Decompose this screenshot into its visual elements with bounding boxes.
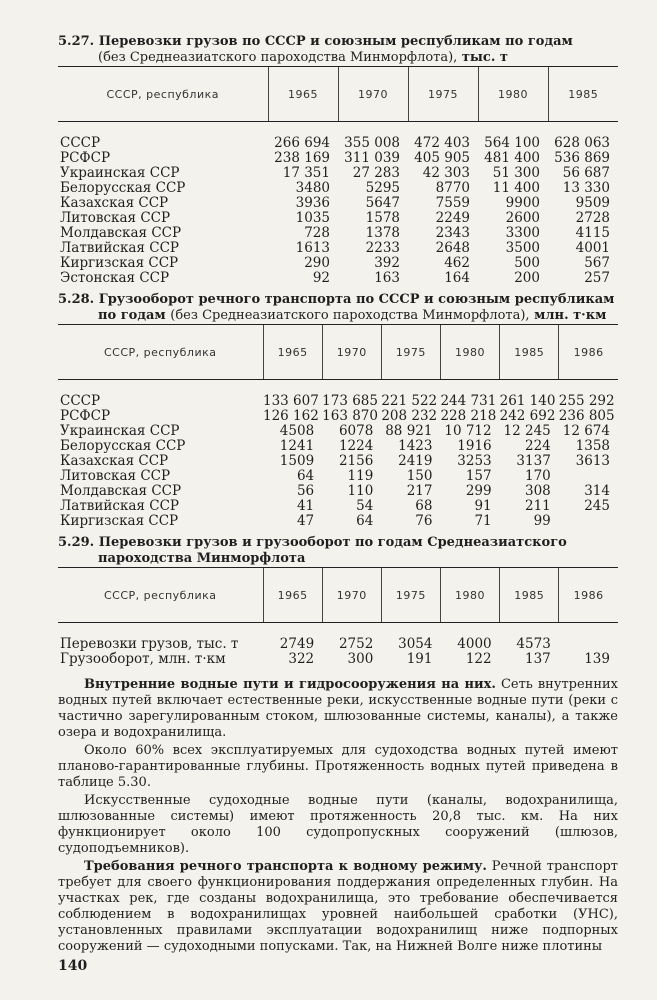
cell: 1224: [338, 438, 374, 454]
table-row: [58, 166, 618, 181]
column-header: 1980: [478, 67, 548, 122]
row-label: Белорусская ССР: [60, 180, 186, 196]
paragraph-heading: Внутренние водные пути и гидросооружения на них.: [84, 677, 496, 692]
table-header-row: [58, 568, 618, 623]
cell: 133 607: [263, 393, 319, 409]
column-header: 1980: [440, 325, 499, 380]
body-text: [58, 677, 618, 955]
row-label: Литовская ССР: [60, 468, 171, 484]
cell: 481 400: [484, 150, 540, 166]
cell: 12 245: [503, 423, 551, 439]
table-unit: тыс. т: [461, 50, 508, 65]
cell: 110: [347, 483, 374, 499]
cell: 64: [356, 513, 374, 529]
cell: [559, 469, 618, 484]
cell: 64: [296, 468, 315, 484]
cell: 173 685: [322, 393, 378, 409]
cell: 567: [584, 255, 610, 271]
cell: 11 400: [492, 180, 540, 196]
column-header: 1975: [381, 325, 440, 380]
cell: 126 162: [263, 408, 319, 424]
cell: 355 008: [344, 135, 400, 151]
table-row: [58, 454, 618, 469]
cell: [559, 623, 618, 653]
cell: 244 731: [440, 393, 497, 409]
cell: 54: [356, 498, 374, 514]
table-number: 5.28.: [58, 292, 95, 307]
table-title-line2: по годам: [98, 308, 166, 323]
column-header: 1970: [322, 325, 381, 380]
table-header-row: [58, 67, 618, 122]
cell: 564 100: [484, 135, 540, 151]
cell: 12 674: [562, 423, 610, 439]
table-row: [58, 652, 618, 667]
row-label: Латвийская ССР: [60, 498, 179, 514]
cell: 4001: [575, 240, 610, 256]
cell: 462: [444, 255, 470, 271]
column-header: СССР, республика: [58, 568, 263, 623]
cell: 3936: [295, 195, 330, 211]
table-row: [58, 439, 618, 454]
paragraph-text: Около 60% всех эксплуатируемых для судоходства водных путей имеют планово-гарантированные глубины. Протяженность водных путей приведена в таблице 5.30.: [58, 743, 618, 790]
row-label: СССР: [60, 135, 101, 151]
row-label: Литовская ССР: [60, 210, 171, 226]
cell: 9900: [505, 195, 540, 211]
table-row: [58, 499, 618, 514]
table-row: [58, 623, 618, 653]
cell: 217: [406, 483, 433, 499]
column-header: 1975: [381, 568, 440, 623]
table-row: [58, 181, 618, 196]
cell: 92: [312, 270, 330, 286]
table-header-row: [58, 325, 618, 380]
table-row: [58, 122, 618, 152]
table-row: [58, 424, 618, 439]
cell: 2728: [575, 210, 610, 226]
cell: 392: [374, 255, 400, 271]
cell: 3613: [575, 453, 610, 469]
cell: 2156: [338, 453, 374, 469]
cell: 1613: [295, 240, 330, 256]
cell: 200: [514, 270, 540, 286]
cell: 41: [296, 498, 315, 514]
paragraph: [58, 677, 618, 741]
cell: 2419: [398, 453, 433, 469]
cell: 4573: [516, 636, 551, 652]
cell: 500: [514, 255, 540, 271]
paragraph-text: Речной транспорт требует для своего функционирования поддержания определенных глубин. На участках рек, где созданы водохранилища, это требование обеспечивается соблюдением в водохранилищах уровней наибольшей сработки (УНС), установленных правилами эксплуатации водохранилищ ниже подпорных сооружений — судоходными попусками. Так, на Нижней Волге ниже плотины: [58, 859, 618, 954]
table-5-27-section: [58, 34, 618, 286]
row-label: Латвийская ССР: [60, 240, 179, 256]
cell: 1509: [279, 453, 315, 469]
cell: 308: [525, 483, 551, 499]
table-subtitle: (без Среднеазиатского пароходства Минморфлота),: [170, 308, 530, 323]
cell: 299: [465, 483, 492, 499]
table-5-29-section: [58, 535, 618, 667]
cell: 76: [415, 513, 433, 529]
paragraph-text: Сеть внутренних водных путей включает естественные реки, искусственные водные пути (реки с частично зарегулированным стоком, шлюзованные системы, каналы), а также озера и водохранилища.: [58, 677, 618, 740]
column-header: 1975: [408, 67, 478, 122]
cell: 2249: [435, 210, 470, 226]
cell: 1035: [295, 210, 330, 226]
column-header: 1985: [500, 568, 559, 623]
cell: 290: [304, 255, 330, 271]
cell: 1423: [398, 438, 433, 454]
column-header: 1985: [500, 325, 559, 380]
table-row: [58, 211, 618, 226]
table-row: [58, 484, 618, 499]
cell: 1916: [457, 438, 492, 454]
column-header: 1986: [559, 325, 618, 380]
cell: 221 522: [381, 393, 438, 409]
row-label: СССР: [60, 393, 101, 409]
column-header: 1965: [268, 67, 338, 122]
table-row: [58, 196, 618, 211]
cell: 137: [525, 651, 551, 667]
table-row: [58, 271, 618, 286]
cell: 170: [525, 468, 551, 484]
cell: 8770: [435, 180, 470, 196]
cell: 163 870: [322, 408, 378, 424]
column-header: 1985: [548, 67, 618, 122]
table-number: 5.29.: [58, 535, 95, 550]
table-unit: млн. т·км: [534, 308, 607, 323]
cell: 56 687: [562, 165, 610, 181]
row-label: РСФСР: [60, 408, 111, 424]
row-label: Молдавская ССР: [60, 483, 182, 499]
cell: 7559: [435, 195, 470, 211]
cell: 266 694: [274, 135, 330, 151]
cell: 238 169: [274, 150, 330, 166]
table-row: [58, 409, 618, 424]
cell: 536 869: [554, 150, 610, 166]
column-header: 1980: [440, 568, 499, 623]
cell: 2648: [435, 240, 470, 256]
cell: 4000: [457, 636, 492, 652]
cell: 3054: [398, 636, 433, 652]
table-title: Перевозки грузов по СССР и союзным республикам по годам: [98, 34, 573, 49]
cell: [559, 514, 618, 529]
table-row: [58, 514, 618, 529]
cell: 261 140: [499, 393, 556, 409]
cell: 164: [444, 270, 470, 286]
cell: 3137: [516, 453, 551, 469]
cell: 42 303: [422, 165, 470, 181]
paragraph: [58, 793, 618, 857]
row-label: Казахская ССР: [60, 195, 169, 211]
cell: 91: [474, 498, 492, 514]
table-number: 5.27.: [58, 34, 95, 49]
table-row: [58, 469, 618, 484]
cell: 300: [347, 651, 374, 667]
table-subtitle: (без Среднеазиатского пароходства Минморфлота),: [98, 50, 458, 65]
column-header: 1965: [263, 568, 322, 623]
cell: 628 063: [554, 135, 610, 151]
cell: 5647: [365, 195, 400, 211]
cell: 2752: [338, 636, 374, 652]
row-label: Грузооборот, млн. т·км: [60, 651, 226, 667]
column-header: 1970: [322, 568, 381, 623]
row-label: Белорусская ССР: [60, 438, 186, 454]
row-label: Эстонская ССР: [60, 270, 170, 286]
cell: 1378: [365, 225, 400, 241]
cell: 1578: [365, 210, 400, 226]
cell: 119: [347, 468, 374, 484]
data-table: [58, 567, 618, 667]
cell: 163: [374, 270, 400, 286]
data-table: [58, 324, 618, 529]
cell: 311 039: [344, 150, 400, 166]
row-label: Украинская ССР: [60, 423, 180, 439]
cell: 236 805: [558, 408, 615, 424]
table-row: [58, 226, 618, 241]
column-header: 1970: [338, 67, 408, 122]
table-row: [58, 256, 618, 271]
table-title: Грузооборот речного транспорта по СССР и союзным республикам: [98, 292, 615, 307]
cell: 150: [406, 468, 433, 484]
paragraph-heading: Требования речного транспорта к водному режиму.: [84, 859, 487, 874]
row-label: Киргизская ССР: [60, 513, 179, 529]
cell: 224: [525, 438, 551, 454]
cell: 51 300: [492, 165, 540, 181]
cell: 10 712: [444, 423, 492, 439]
table-row: [58, 380, 618, 410]
cell: 405 905: [414, 150, 470, 166]
cell: 2233: [365, 240, 400, 256]
row-label: Казахская ССР: [60, 453, 169, 469]
cell: 157: [465, 468, 492, 484]
cell: 122: [465, 651, 492, 667]
cell: 191: [406, 651, 433, 667]
cell: 1241: [279, 438, 315, 454]
table-caption: [58, 292, 618, 324]
page-number: 140: [58, 958, 88, 974]
table-title: Перевозки грузов и грузооборот по годам Среднеазиатского: [98, 535, 567, 550]
table-title-line2: пароходства Минморфлота: [98, 551, 306, 566]
data-table: [58, 66, 618, 286]
row-label: Украинская ССР: [60, 165, 180, 181]
cell: 3253: [457, 453, 492, 469]
cell: 99: [533, 513, 551, 529]
column-header: СССР, республика: [58, 325, 263, 380]
cell: 728: [304, 225, 330, 241]
row-label: РСФСР: [60, 150, 111, 166]
column-header: СССР, республика: [58, 67, 268, 122]
cell: 255 292: [558, 393, 615, 409]
cell: 245: [584, 498, 610, 514]
cell: 2343: [435, 225, 470, 241]
cell: 228 218: [440, 408, 497, 424]
cell: 2749: [279, 636, 315, 652]
cell: 56: [296, 483, 315, 499]
cell: 3500: [505, 240, 540, 256]
cell: 322: [288, 651, 315, 667]
row-label: Перевозки грузов, тыс. т: [60, 636, 239, 652]
cell: 27 283: [352, 165, 400, 181]
cell: 9509: [575, 195, 610, 211]
cell: 257: [584, 270, 610, 286]
page: [58, 34, 618, 957]
cell: 242 692: [499, 408, 556, 424]
cell: 314: [584, 483, 610, 499]
cell: 68: [415, 498, 433, 514]
cell: 3300: [505, 225, 540, 241]
table-5-28-section: [58, 292, 618, 529]
table-caption: [58, 34, 618, 66]
cell: 71: [474, 513, 492, 529]
paragraph: [58, 743, 618, 791]
table-caption: [58, 535, 618, 567]
cell: 1358: [575, 438, 610, 454]
cell: 139: [584, 651, 610, 667]
cell: 17 351: [282, 165, 330, 181]
table-row: [58, 241, 618, 256]
cell: 6078: [338, 423, 374, 439]
paragraph: [58, 859, 618, 955]
row-label: Молдавская ССР: [60, 225, 182, 241]
cell: 88 921: [385, 423, 433, 439]
column-header: 1965: [263, 325, 322, 380]
row-label: Киргизская ССР: [60, 255, 179, 271]
cell: 208 232: [381, 408, 438, 424]
cell: 4508: [279, 423, 315, 439]
cell: 211: [525, 498, 551, 514]
cell: 2600: [505, 210, 540, 226]
cell: 13 330: [562, 180, 610, 196]
cell: 47: [296, 513, 315, 529]
cell: 3480: [295, 180, 330, 196]
cell: 4115: [575, 225, 610, 241]
cell: 5295: [365, 180, 400, 196]
paragraph-text: Искусственные судоходные водные пути (каналы, водохранилища, шлюзованные системы) имеют протяженность 20,8 тыс. км. На них функционирует около 100 судопропускных сооружений (шлюзов, судоподъемников).: [58, 793, 618, 856]
cell: 472 403: [414, 135, 470, 151]
column-header: 1986: [559, 568, 618, 623]
table-row: [58, 151, 618, 166]
